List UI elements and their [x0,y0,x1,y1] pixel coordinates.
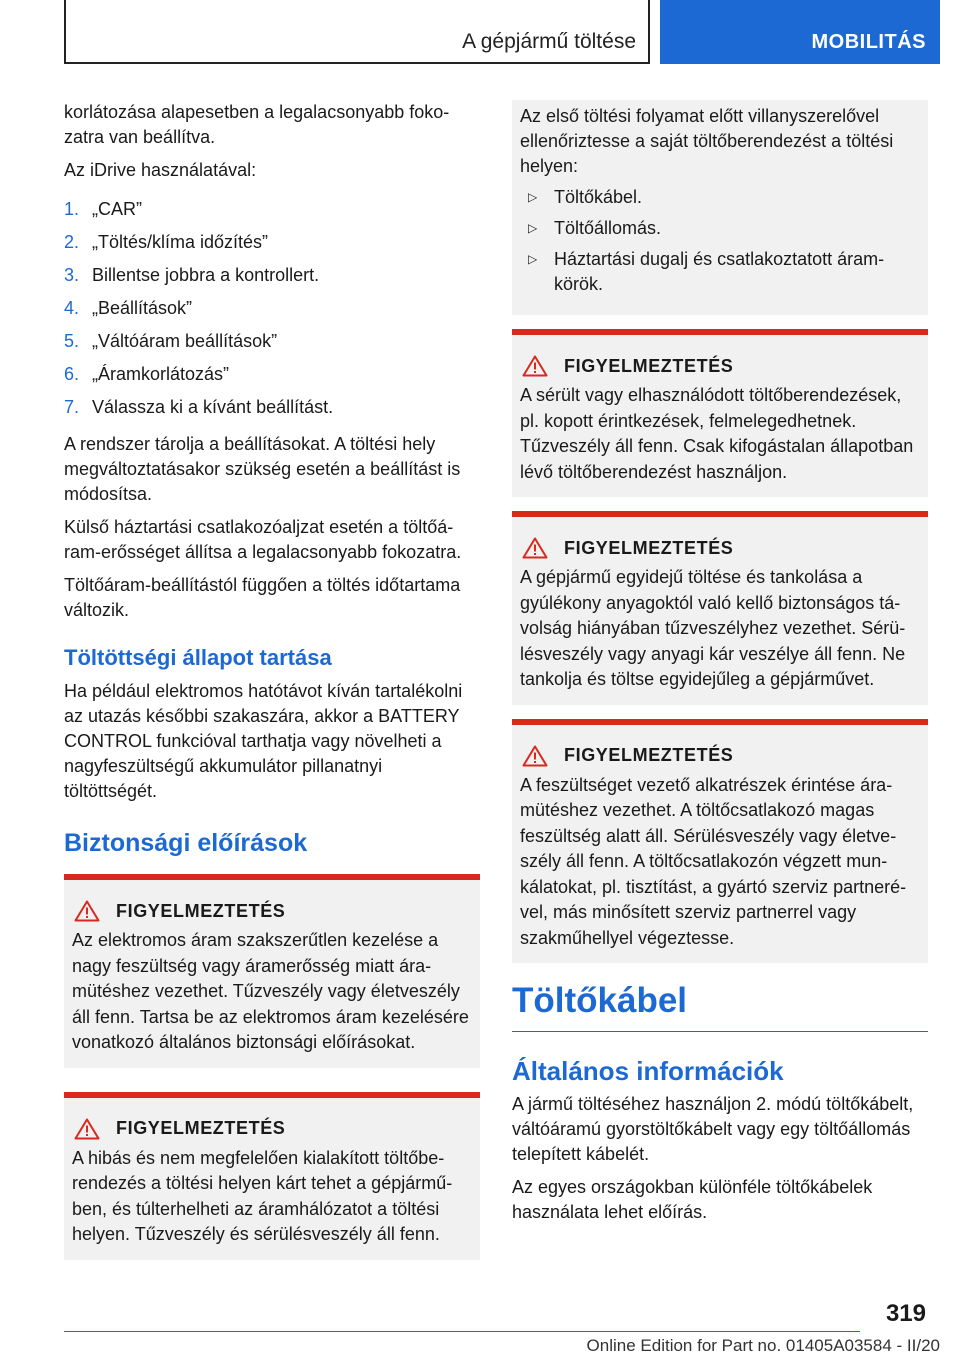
charge-hold-heading: Töltöttségi állapot tartása [64,645,332,670]
step-number: 6. [64,364,80,384]
warning-box [64,1092,480,1260]
electrician-check-text: Az első töltési folyamat előtt villanyszerelővel ellenőriztesse a saját töltőberendezést a töltési helyen: [520,106,894,176]
country-rules-text: Az egyes országokban különféle töltőkábelek használata lehet előírás. [512,1177,873,1222]
step-item [64,296,480,329]
warning-title: FIGYELMEZTETÉS [564,745,734,765]
warning-triangle-icon [522,355,548,377]
charging-cable-heading: Töltőkábel [512,979,928,1032]
warning-triangle-icon [522,745,548,767]
step-number: 2. [64,232,80,252]
step-number: 7. [64,397,80,417]
triangle-bullet-icon: ▷ [528,221,538,235]
warning-triangle-icon [522,537,548,559]
category-label: MOBILITÁS [811,31,926,53]
warning-title: FIGYELMEZTETÉS [116,1118,286,1138]
safety-heading: Biztonsági előírások [64,829,308,857]
warning-header [522,745,920,767]
warning-text: Az elektromos áram szakszerűtlen kezelése a nagy feszültség vagy áramerősség miatt áramütéshez vezethet. Tűzveszély vagy életveszély áll fenn. Tartsa be az elektromos áram kezelésére vonatkozó általános biztonsági előírásokat. [72,930,469,1052]
step-text: Válassza ki a kívánt beállítást. [92,397,334,417]
external-socket-text: Külső háztartási csatlakozóaljzat esetén a töltőáram-erősséget állítsa a legalacsonyabb fokozatra. [64,517,462,562]
warning-text: A feszültséget vezető alkatrészek érintése áramütéshez vezethet. A töltőcsatlakozó magas feszültség alatt áll. Sérülésveszély vagy életveszély áll fenn. A töltőcsatlakozón végzett munkálatokat, pl. tisztítást, a gyártó szerviz partnerével, más minősített szerviz partnerrel vagy szakműhellyel végeztesse. [520,774,907,948]
warning-header [74,1118,472,1140]
battery-control-text: Ha például elektromos hatótávot kíván tartalékolni az utazás későbbi szakaszára, akkor a BATTERY CONTROL funkcióval tarthatja vagy növelheti a nagyfeszültségű akkumulátor pillanatnyi töltöttségét. [64,681,463,801]
step-text: „Beállítások” [92,298,193,318]
general-info-heading: Általános információk [512,1056,784,1086]
step-item [64,197,480,230]
idrive-label: Az iDrive használatával: [64,160,257,180]
step-text: Billentse jobbra a kontrollert. [92,265,320,285]
step-text: „Áramkorlátozás” [92,364,230,384]
check-item [520,247,920,297]
warning-box [512,329,928,497]
warning-box [64,874,480,1068]
step-item [64,263,480,296]
warning-text: A hibás és nem megfelelően kialakított töltőberendezés a töltési helyen kárt tehet a gépjárműben, és túlterhelheti az áramhálózatot a töltési helyen. Tűzveszély és sérülésveszély áll fenn. [72,1147,453,1244]
section-title: A gépjármű töltése [462,30,636,53]
warning-header [522,537,920,559]
page-number: 319 [885,1300,926,1327]
triangle-bullet-icon: ▷ [528,190,538,204]
cable-usage-text: A jármű töltéséhez használjon 2. módú töltőkábelt, váltóáramú gyorstöltőkábelt vagy egy töltőállomás telepített kábelét. [512,1094,914,1164]
edition-text: Online Edition for Part no. 01405A03584 - II/20 [586,1336,940,1355]
step-item [64,230,480,263]
step-number: 3. [64,265,80,285]
step-item [64,329,480,362]
settings-stored-text: A rendszer tárolja a beállításokat. A töltési hely megváltoztatásakor szükség esetén a beállítást is módosítsa. [64,434,461,504]
warning-text: A sérült vagy elhasználódott töltőberendezések, pl. kopott érintkezések, felmelegedhetnek. Tűzveszély áll fenn. Csak kifogástalan állapotban lévő töltőberendezést használjon. [520,385,914,482]
warning-box [512,511,928,705]
check-item [520,216,920,241]
warning-header [522,355,920,377]
intro-text: korlátozása alapesetben a legalacsonyabb fokozatra van beállítva. [64,102,450,147]
check-item [520,185,920,210]
step-text: „CAR” [92,199,142,219]
footer-divider [64,1331,860,1332]
warning-header [74,900,472,922]
step-number: 5. [64,331,80,351]
left-column [64,100,480,1260]
step-list [64,197,480,428]
step-item [64,362,480,395]
warning-triangle-icon [74,1118,100,1140]
warning-title: FIGYELMEZTETÉS [116,900,286,921]
warning-triangle-icon [74,900,100,922]
charge-duration-text: Töltőáram-beállítástól függően a töltés időtartama változik. [64,575,461,620]
right-column [512,100,928,1233]
warning-box [512,719,928,964]
step-text: „Váltóáram beállítások” [92,331,278,351]
check-list [520,185,920,297]
warning-title: FIGYELMEZTETÉS [564,537,734,558]
check-item-text: Háztartási dugalj és csatlakoztatott áramkörök. [554,249,885,294]
step-number: 1. [64,199,80,219]
triangle-bullet-icon: ▷ [528,252,538,266]
check-item-text: Töltőállomás. [554,218,662,238]
check-item-text: Töltőkábel. [554,187,643,207]
electrician-check-box [512,100,928,315]
category-badge[interactable] [660,0,940,64]
step-item [64,395,480,428]
warning-title: FIGYELMEZTETÉS [564,355,734,376]
step-text: „Töltés/klíma időzítés” [92,232,269,252]
warning-text: A gépjármű egyidejű töltése és tankolása a gyúlékony anyagoktól való kellő biztonságos távolság hiányában tűzveszélyhez vezethet. Sérülésveszély vagy anyagi kár veszélye áll fenn. Ne tankolja és töltse egyidejűleg a gépjárművet. [520,567,906,689]
step-number: 4. [64,298,80,318]
